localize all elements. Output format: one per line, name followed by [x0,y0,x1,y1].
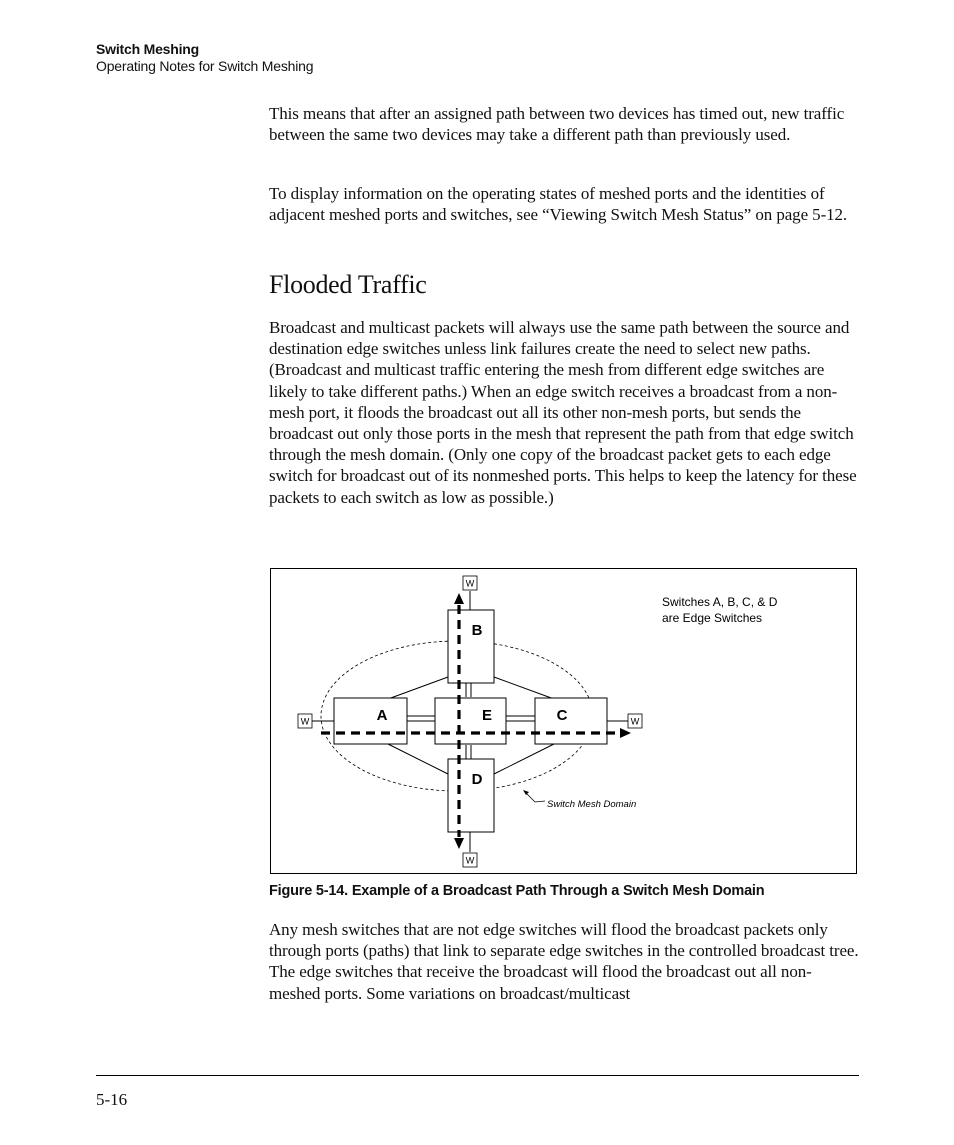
switch-c [535,698,607,744]
page-number: 5-16 [96,1090,128,1109]
workstation-left-label: W [300,716,310,727]
running-header-section: Switch Meshing [96,41,199,57]
workstation-right [628,714,642,728]
running-header-subsection: Operating Notes for Switch Meshing [96,58,314,74]
paragraph-broadcast-multicast: Broadcast and multicast packets will always use the same path between the source and destination edge switches unless link failures create the need to select new paths. (Broadcast and multicast traffic entering the mesh from different edge switches are likely to take different paths.) When an edge switch receives a broadcast from a non-mesh port, it floods the broadcast out all its other non-mesh ports, but sends the broadcast out only those ports in the mesh that represent the path from that edge switch through the mesh domain. (Only one copy of the broadcast packet gets to each edge switch for broadcast out of its nonmeshed ports. This helps to keep the latency for these packets to each switch as low as possible.) [269,318,857,507]
mesh-diagram [271,569,858,875]
workstation-bottom-label: W [465,855,475,866]
switch-a [334,698,407,744]
paragraph-display-info: To display information on the operating states of meshed ports and the identities of adjacent meshed ports and switches, see “Viewing Switch Mesh Status” on page 5-12. [269,184,848,225]
arrow-up-icon [454,593,464,604]
domain-pointer-line [535,801,545,802]
running-header [96,41,313,75]
workstation-right-label: W [630,716,640,727]
legend-line-1: Switches A, B, C, & D [662,595,778,609]
switch-mesh-domain-label: Switch Mesh Domain [547,799,637,810]
footer-rule [96,1075,859,1076]
legend-line-2: are Edge Switches [662,611,763,625]
domain-pointer-arrow-icon [523,790,529,795]
switch-e-label: E [481,707,493,724]
switch-c-label: C [556,707,568,724]
switch-d [448,759,494,832]
paragraph-mesh-switches: Any mesh switches that are not edge switches will flood the broadcast packets only through ports (paths) that link to separate edge switches in the controlled broadcast tree. The edge switches that receive the broadcast will flood the broadcast out all non-meshed ports. Some variations on broadcast/multicast [269,920,859,1003]
workstation-top [463,576,477,590]
switch-b [448,610,494,683]
workstation-left [298,714,312,728]
switch-d-label: D [471,771,483,788]
arrow-down-icon [454,838,464,849]
switch-b-label: B [471,622,483,639]
section-heading-flooded-traffic: Flooded Traffic [269,270,427,299]
broadcast-path-figure [270,568,857,874]
paragraph-timed-out-path: This means that after an assigned path between two devices has timed out, new traffic between the same two devices may take a different path than previously used. [269,104,845,145]
figure-caption: Figure 5-14. Example of a Broadcast Path Through a Switch Mesh Domain [269,883,765,899]
arrow-right-icon [620,728,631,738]
workstation-bottom [463,853,477,867]
workstation-top-label: W [465,578,475,589]
switch-e [435,698,506,744]
switch-a-label: A [376,707,388,724]
